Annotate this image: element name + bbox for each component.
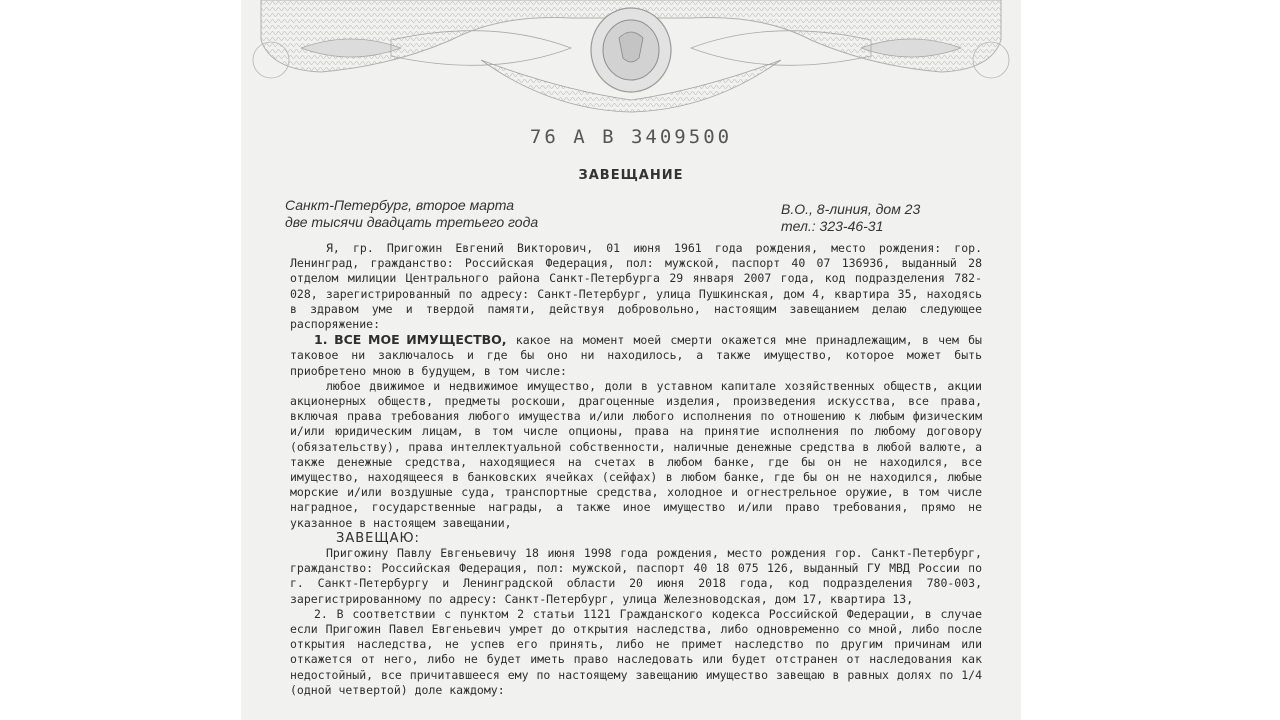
intro-paragraph: Я, гр. Пригожин Евгений Викторович, 01 июня 1961 года рождения, место рождения: гор. Ленинград, гражданство: Российская Федерация, пол: мужской, паспорт 40 07 136936, выданный 28 отделом милиции Центрального района Санкт-Петербурга 29 января 2007 года, код подразделения 782-028, зарегистрированный по адресу: Санкт-Петербург, улица Пушкинская, дом 4, квартира 35, находясь в здравом уме и твердой памяти, действуя добровольно, настоящим завещанием делаю следующее распоряжение: [290,241,982,332]
heir-paragraph: Пригожину Павлу Евгеньевичу 18 июня 1998 года рождения, место рождения гор. Санкт-Петербург, гражданство: Российская Федерация, пол: мужской, паспорт 40 18 075 126, выданный ГУ МВД России по г. Санкт-Петербургу и Ленинградской области 20 июня 2018 года, код подразделения 780-003, зарегистрированному по адресу: Санкт-Петербург, улица Железноводская, дом 17, квартира 13, [290,546,982,606]
bequeath-heading: ЗАВЕЩАЮ: [336,530,420,546]
address-line-2: тел.: 323-46-31 [781,218,884,234]
place-date-line-2: две тысячи двадцать третьего года [285,214,539,230]
place-and-date [285,197,605,231]
notary-address [781,201,1001,235]
property-list-paragraph: любое движимое и недвижимое имущество, доли в уставном капитале хозяйственных обществ, акции акционерных обществ, предметы роскоши, драгоценные изделия, произведения искусства, все права, включая права требования любого имущества и/или любого исполнения по отношению к любым физическим и/или юридическим лицам, в том числе опционы, права на принятие исполнения по любому договору (обязательству), права интеллектуальной собственности, наличные денежные средства в любой валюте, а также денежные средства, находящиеся на счетах в любом банке, где бы он не находился, все имущество, находящееся в банковских ячейках (сейфах) в любом банке, где бы он не находился, любые морские и/или воздушные суда, транспортные средства, холодное и огнестрельное оружие, в том числе наградное, государственные награды, а также иное имущество и/или право требования, прямо не указанное в настоящем завещании, [290,378,982,530]
document-serial-number: 76 А В 3409500 [529,126,733,148]
address-line-1: В.О., 8-линия, дом 23 [781,201,921,217]
document-title: ЗАВЕЩАНИЕ [578,168,684,183]
will-body [290,241,982,698]
item-2-paragraph: 2. В соответствии с пунктом 2 статьи 1121 Гражданского кодекса Российской Федерации, в случае если Пригожин Павел Евгеньевич умрет до открытия наследства, либо одновременно со мной, либо после открытия наследства, не успев его принять, либо не примет наследство по другим причинам или откажется от него, либо не будет иметь право наследовать или будет отстранен от наследования как недостойный, все причитавшееся ему по настоящему завещанию имущество завещаю в равных долях по 1/4 (одной четвертой) доле каждому: [290,606,982,697]
item-1-text: какое на момент моей смерти окажется мне принадлежащим, в чем бы таковое ни заключалось и где бы оно ни находилось, а также имущество, которое может быть приобретено мною в будущем, в том числе: [290,333,982,378]
decorative-header-ornament [241,0,1021,118]
place-date-line-1: Санкт-Петербург, второе марта [285,197,515,213]
will-document-page [241,0,1021,720]
item-1-heading: 1. ВСЕ МОЕ ИМУЩЕСТВО, [314,332,507,348]
item-1-paragraph [290,332,982,379]
